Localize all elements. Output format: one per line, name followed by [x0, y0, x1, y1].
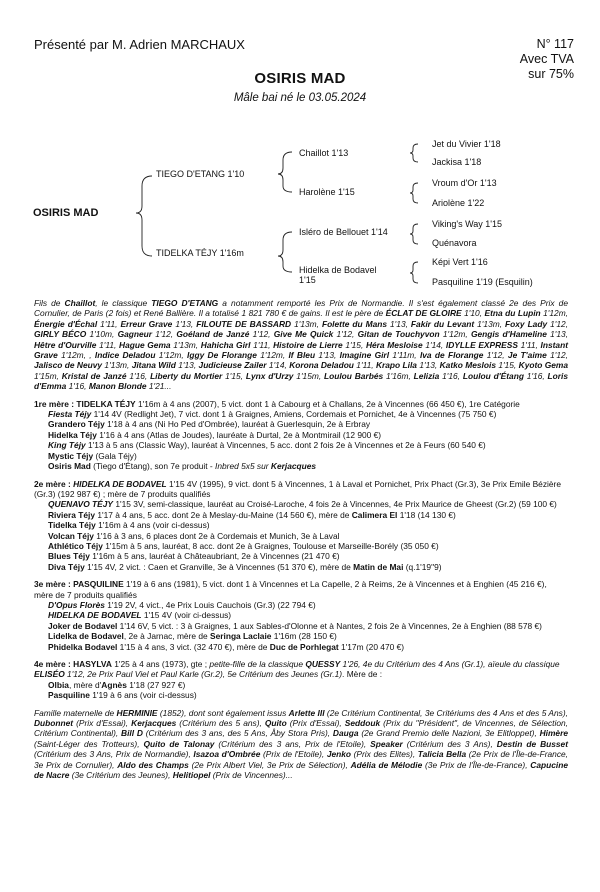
- text-run: 1'19 à 6 ans (1981), 5 vict. dont 1 à Vincennes et La Capelle, 2 à Reims, 2e à Vincennes et à Enghien (45 216 €), mère de 7 produits qualifiés: [34, 579, 547, 600]
- pedigree-ggp-4: Ariolène 1'22: [432, 198, 485, 208]
- bold-run: Aldo des Champs: [117, 759, 189, 770]
- bold-run: Indice Deladou: [94, 350, 156, 361]
- bold-run: Histoire de Lierre: [273, 339, 343, 350]
- text-run: 1'15,: [495, 360, 519, 371]
- bold-run: Speaker: [370, 738, 403, 749]
- bold-run: Folette du Mans: [321, 318, 388, 329]
- offspring-line: [34, 419, 568, 429]
- bold-run: Agnès: [101, 679, 127, 690]
- text-run: 1'11,: [517, 339, 541, 350]
- offspring-line: [34, 610, 568, 620]
- bold-run: Imagine Girl: [339, 350, 390, 361]
- bold-run: TIEGO D'ETANG: [151, 298, 219, 308]
- bold-run: Kerjacques: [131, 718, 177, 729]
- bold-run: Pasquiline: [48, 690, 90, 701]
- text-run: 1'15,: [222, 370, 246, 381]
- text-run: 1'17m (20 470 €): [338, 641, 405, 652]
- bold-run: Quito: [264, 718, 287, 729]
- text-run: (Prix des Elites),: [351, 749, 418, 760]
- bold-run: Dauga: [332, 728, 359, 739]
- bold-run: Seringa Laclaie: [210, 631, 272, 642]
- text-run: (Prix d'Essai),: [73, 718, 132, 729]
- bold-run: Osiris Mad: [48, 461, 91, 472]
- bold-run: Seddouk: [344, 718, 381, 729]
- mother-heading: [34, 479, 568, 500]
- text-run: (Prix de l'Etoile),: [260, 749, 327, 760]
- bold-run: Volcan Téjy: [48, 530, 94, 541]
- text-run: (Critérium des 3 Ans, Prix de Normandie),: [34, 749, 194, 760]
- bold-run: Matin de Mai: [353, 561, 404, 572]
- bold-run: HERMINIE: [116, 707, 158, 718]
- bold-run: Foxy Lady: [505, 318, 548, 329]
- bold-run: Liberty du Mortier: [150, 370, 223, 381]
- lot-number: N° 117: [536, 37, 574, 51]
- offspring-line: [34, 680, 568, 690]
- bold-run: Lidelka de Bodavel: [48, 631, 124, 642]
- text-run: , 2e à Jarnac, mère de: [123, 631, 210, 642]
- text-run: 1'21...: [146, 381, 172, 392]
- offspring-line: [34, 430, 568, 440]
- text-run: (Tiego d'Étang), son 7e produit -: [90, 461, 216, 472]
- text-run: Inbred 5x5 sur: [215, 461, 271, 472]
- pedigree-ggp-8: Pasquiline 1'19 (Esquilin): [432, 277, 533, 287]
- bold-run: Hahicha Girl: [200, 339, 251, 350]
- bold-run: 3e mère :: [34, 579, 74, 590]
- pedigree-ggp-3: Vroum d'Or 1'13: [432, 178, 497, 188]
- text-run: 1'12,: [249, 329, 274, 340]
- vat-note: Avec TVA: [519, 52, 574, 66]
- text-run: 1'15m,: [293, 370, 324, 381]
- text-run: 1'12m,: [256, 350, 289, 361]
- offspring-line: [34, 520, 568, 530]
- text-run: (Prix de Vincennes)...: [210, 770, 293, 781]
- horse-description: Mâle bai né le 03.05.2024: [233, 92, 367, 104]
- text-run: 1'16,: [126, 370, 151, 381]
- catalogue-body: [34, 298, 568, 780]
- bold-run: Riviera Téjy: [48, 509, 96, 520]
- offspring-line: [34, 631, 568, 641]
- bold-run: Tidelka Téjy: [48, 520, 96, 531]
- text-run: 1'18 (27 927 €): [126, 679, 186, 690]
- text-run: (Gala Téjy): [93, 450, 137, 461]
- bold-run: Blues Téjy: [48, 551, 90, 562]
- text-run: Famille maternelle de: [34, 707, 117, 718]
- text-run: 1'13m,: [102, 360, 132, 371]
- offspring-line: [34, 642, 568, 652]
- text-run: . Mère de :: [342, 669, 383, 680]
- text-run: (Critérium des 5 ans),: [176, 718, 265, 729]
- bold-run: Dubonnet: [34, 718, 74, 729]
- bold-run: QUENAVO TÉJY: [48, 499, 113, 510]
- bold-run: HASYLVA: [73, 659, 112, 669]
- text-run: 1'13,: [546, 329, 569, 340]
- text-run: 1'12,: [333, 329, 358, 340]
- text-run: 1'14 4V (Redlight Jet), 7 vict. dont 1 à Graignes, Amiens, Cordemais et Pornichet, 4e à Vincennes (75 750 €): [91, 409, 497, 420]
- text-run: 1'15 3V, semi-classique, lauréat au Croisé-Laroche, 4 fois 2e à Vincennes, 4e Prix Maurice de Gheest (Gr.2) (59 100 €): [113, 499, 557, 510]
- bold-run: Diva Téjy: [48, 561, 85, 572]
- text-run: (2e Prix de l'Île-de-France, 3e Prix de Cornulier),: [34, 749, 568, 770]
- text-run: 1'14,: [266, 360, 290, 371]
- text-run: 1'16m à 5 ans, lauréat à Châteaubriant, 2e à Vincennes (21 470 €): [89, 551, 340, 562]
- text-run: 1'13m,: [474, 318, 506, 329]
- text-run: 1'25 à 4 ans (1973), gte ;: [111, 659, 210, 669]
- bold-run: Kerjacques: [270, 461, 317, 472]
- text-run: (q.1'19"9): [403, 561, 442, 572]
- bold-run: Bill D: [121, 728, 143, 739]
- bold-run: Helitiopel: [172, 770, 211, 781]
- text-run: 1'12, 2e Prix Paul Viel et Paul Karle (Gr.2), 5e Critérium des Jeunes (Gr.1): [64, 669, 343, 680]
- text-run: 1'16,: [439, 370, 463, 381]
- bold-run: Gengis d'Hameline: [470, 329, 547, 340]
- bold-run: Kristal de Janzé: [61, 370, 127, 381]
- bold-run: Athlético Téjy: [48, 540, 103, 551]
- bold-run: Duc de Porhlegat: [269, 641, 339, 652]
- text-run: (Critérium des 3 ans, des 5 Ans, Åby Stora Pris),: [142, 728, 333, 739]
- bold-run: Judicieuse Zailer: [198, 360, 267, 371]
- text-run: 1'16m à 4 ans (voir ci-dessus): [95, 520, 210, 531]
- bold-run: Loulou d'Étang: [462, 370, 524, 381]
- mother-heading: [34, 579, 568, 600]
- text-run: 1'15 4V (1995), 9 vict. dont 5 à Vincennes, 1 à Laval et Pornichet, Prix Phact (Gr.3), 3e Prix Emile Bézière (Gr.3) (192 987 €) ; mère de 7 produits qualifiés: [34, 478, 561, 499]
- bold-run: GIRLY BÉCO: [34, 329, 87, 340]
- bold-run: Quito de Talonay: [143, 738, 215, 749]
- text-run: (2e Grand Premio delle Nazioni, 3e Elitloppet),: [358, 728, 540, 739]
- text-run: 1'12m,: [155, 350, 188, 361]
- text-run: (2e Critérium Continental, 3e Critériums des 4 Ans et des 5 Ans),: [324, 707, 568, 718]
- text-run: 1'16m (28 150 €): [271, 631, 337, 642]
- pedigree-dam-dam: [299, 265, 377, 285]
- text-run: 1'15,: [342, 339, 366, 350]
- offspring-line: [34, 451, 568, 461]
- bold-run: Himère: [539, 728, 568, 739]
- text-run: 1'12m, ,: [57, 350, 95, 361]
- bold-run: Phidelka Bodavel: [48, 641, 118, 652]
- text-run: 1'13,: [315, 350, 340, 361]
- text-run: 1'11m,: [389, 350, 420, 361]
- text-run: 1'15 4V (voir ci-dessus): [141, 610, 232, 621]
- bold-run: Chaillot: [64, 298, 96, 308]
- pedigree-ggp-6: Quénavora: [432, 238, 477, 248]
- bold-run: Instant Grave: [34, 339, 568, 361]
- bold-run: Fakir du Levant: [410, 318, 475, 329]
- reserve-note: sur 75%: [528, 67, 574, 81]
- text-run: , mère d': [68, 679, 102, 690]
- offspring-line: [34, 510, 568, 520]
- text-run: (3e Prix de l'Île-de-France),: [422, 759, 531, 770]
- bold-run: Fiesta Téjy: [48, 409, 92, 420]
- text-run: 1'11,: [250, 339, 274, 350]
- mother-3: [34, 579, 568, 652]
- bold-run: Olbia: [48, 679, 69, 690]
- text-run: 1'13,: [387, 318, 411, 329]
- text-run: 1'11,: [96, 339, 120, 350]
- bold-run: Krapo Lila: [375, 360, 417, 371]
- bold-run: Erreur Grave: [120, 318, 173, 329]
- sire-note: [34, 298, 568, 392]
- offspring-line: [34, 461, 568, 471]
- bold-run: Hêtre d'Ourville: [34, 339, 97, 350]
- bold-run: HIDELKA DE BODAVEL: [73, 478, 167, 489]
- bold-run: Gagneur: [117, 329, 153, 340]
- text-run: 1'15 à 4 ans, 3 vict. (32 470 €), mère de: [117, 641, 270, 652]
- pedigree-dam: TIDELKA TÉJY 1'16m: [156, 248, 244, 258]
- text-run: a notamment remporté les Prix de Normandie. Il s'est également classé 2e des Prix de Cornulier, de Paris (2 fois) et René Ballière. Il a totalisé 1 821 780 € de gains. Il est le père de: [34, 298, 568, 319]
- pedigree-sire-sire: Chaillot 1'13: [299, 148, 349, 158]
- bold-run: Je T'aime: [507, 350, 547, 361]
- maternal-line: [34, 399, 568, 701]
- bold-run: IDYLLE EXPRESS: [445, 339, 518, 350]
- text-run: 1'12,: [547, 318, 569, 329]
- text-run: (2e Prix Albert Viel, 3e Prix de Sélection),: [188, 759, 351, 770]
- pedigree-dam-sire: Isléro de Bellouet 1'14: [299, 227, 388, 237]
- pedigree-ggp-2: Jackisa 1'18: [432, 157, 482, 167]
- bold-run: 1re mère :: [34, 398, 77, 409]
- text-run: 1'10m,: [86, 329, 118, 340]
- text-run: 1'17 à 4 ans, 5 acc. dont 2e à Meslay-du-Maine (14 560 €), mère de: [95, 509, 352, 520]
- bold-run: Énergie d'Échal: [34, 318, 98, 329]
- pedigree-subject: OSIRIS MAD: [33, 207, 99, 219]
- offspring-line: [34, 440, 568, 450]
- text-run: (3e Critérium des Jeunes),: [69, 770, 173, 781]
- text-run: 1'18 à 4 ans (Ni Ho Ped d'Ombrée), lauréat à Guerlesquin, 2e à Erbray: [104, 419, 371, 430]
- bold-run: Joker de Bodavel: [48, 620, 118, 631]
- text-run: , le classique: [95, 298, 152, 308]
- text-run: 1'13m,: [170, 339, 201, 350]
- bold-run: Grandero Téjy: [48, 419, 105, 430]
- mother-heading: [34, 399, 568, 409]
- bold-run: QUESSY: [305, 659, 341, 669]
- text-run: 1'12m,: [540, 308, 569, 319]
- text-run: 1'16 à 4 ans (Atlas de Joudes), lauréate à Durtal, 2e à Montmirail (12 900 €): [96, 429, 382, 440]
- bold-run: ÉCLAT DE GLOIRE: [385, 308, 462, 319]
- text-run: 1'12,: [152, 329, 177, 340]
- text-run: (Critérium des 3 Ans),: [402, 738, 497, 749]
- mother-1: [34, 399, 568, 472]
- bold-run: Loris d'Emma: [34, 370, 568, 392]
- text-run: 1'15m,: [34, 370, 62, 381]
- text-run: 1'12m,: [439, 329, 471, 340]
- text-run: 1'11,: [353, 360, 376, 371]
- offspring-line: [34, 541, 568, 551]
- bold-run: Gitan de Touchyvon: [357, 329, 440, 340]
- bold-run: Jenko: [326, 749, 352, 760]
- bold-run: Capucine de Nacre: [34, 759, 568, 781]
- bold-run: Loulou Barbés: [324, 370, 384, 381]
- text-run: (Critérium des 3 ans, Prix de l'Etoile),: [214, 738, 371, 749]
- presenter-line: Présenté par M. Adrien MARCHAUX: [34, 37, 245, 52]
- text-run: 1'13 à 5 ans (Classic Way), lauréat à Vincennes, 5 acc. dont 2 fois 2e à Vincennes et 2e à Feurs (60 540 €): [85, 440, 486, 451]
- text-run: 1'16,: [66, 381, 89, 392]
- bold-run: Goéland de Janzé: [176, 329, 250, 340]
- pedigree-sire-dam: Harolène 1'15: [299, 187, 355, 197]
- text-run: (Prix d'Essai),: [286, 718, 345, 729]
- text-run: (1852), dont sont également issus: [157, 707, 289, 718]
- bold-run: Calimera El: [351, 509, 398, 520]
- pedigree-ggp-5: Viking's Way 1'15: [432, 219, 502, 229]
- text-run: 1'10,: [461, 308, 485, 319]
- offspring-line: [34, 551, 568, 561]
- bold-run: Etna du Lupin: [484, 308, 541, 319]
- family-note: [34, 708, 568, 781]
- bold-run: FILOUTE DE BASSARD: [196, 318, 292, 329]
- mother-2: [34, 479, 568, 573]
- pedigree-sire: TIEGO D'ETANG 1'10: [156, 169, 245, 179]
- text-run: 1'26, 4e du Critérium des 4 Ans (Gr.1), aïeule du classique: [340, 659, 560, 669]
- bold-run: If Bleu: [288, 350, 316, 361]
- bold-run: ELISÉO: [34, 669, 65, 680]
- bold-run: Isazoa d'Ombrée: [193, 749, 261, 760]
- bold-run: Héra Mesloise: [365, 339, 423, 350]
- bold-run: King Téjy: [48, 440, 86, 451]
- text-run: (Saint-Léger des Trotteurs),: [34, 738, 144, 749]
- bold-run: Lelizia: [413, 370, 440, 381]
- text-run: 1'18 (14 130 €): [397, 509, 456, 520]
- offspring-line: [34, 531, 568, 541]
- text-run: (Prix du "Président", de Vincennes, de Sélection, Critérium Continental),: [34, 718, 569, 739]
- bold-run: HIDELKA DE BODAVEL: [48, 610, 142, 621]
- offspring-line: [34, 409, 568, 419]
- bold-run: Give Me Quick: [273, 329, 334, 340]
- bold-run: Hague Gema: [119, 339, 171, 350]
- bold-run: Iggy De Florange: [187, 350, 257, 361]
- bold-run: Katko Meslois: [439, 360, 496, 371]
- bold-run: Iva de Florange: [419, 350, 484, 361]
- text-run: 1'11,: [97, 318, 121, 329]
- text-run: 1'16 à 3 ans, 6 places dont 2e à Cordemais et Munich, 3e à Laval: [93, 530, 340, 541]
- pedigree-dam-dam-record: 1'15: [299, 275, 316, 285]
- bold-run: 4e mère :: [34, 659, 74, 669]
- pedigree-ggp-7: Képi Vert 1'16: [432, 257, 488, 267]
- mother-heading: [34, 659, 568, 680]
- bold-run: Arlette III: [288, 707, 325, 718]
- bold-run: Lynx d'Urzy: [245, 370, 294, 381]
- text-run: 1'16,: [523, 370, 548, 381]
- bold-run: Adélia de Mélodie: [350, 759, 423, 770]
- bold-run: Kyoto Gema: [518, 360, 569, 371]
- bold-run: PASQUILINE: [73, 579, 124, 590]
- bold-run: D'Opus Florès: [48, 599, 105, 610]
- offspring-line: [34, 499, 568, 509]
- text-run: 1'16m à 4 ans (2007), 5 vict. dont 1 à Cabourg et à Challans, 2e à Vincennes (66 450 €), 1re Catégorie: [135, 398, 520, 409]
- text-run: Fils de: [34, 298, 65, 308]
- bold-run: Destin de Busset: [496, 738, 568, 749]
- text-run: 1'12,: [546, 350, 568, 361]
- mother-4: [34, 659, 568, 701]
- bold-run: 2e mère :: [34, 478, 74, 489]
- text-run: 1'15m à 5 ans, lauréat, 8 acc. dont 2e à Graignes, Toulouse et Marseille-Borély (35 050 €): [102, 540, 439, 551]
- bold-run: Korona Deladou: [289, 360, 354, 371]
- text-run: 1'19 2V, 4 vict., 4e Prix Louis Cauchois (Gr.3) (22 794 €): [104, 599, 316, 610]
- text-run: 1'19 à 6 ans (voir ci-dessus): [89, 690, 197, 701]
- text-run: 1'13m,: [291, 318, 322, 329]
- text-run: petite-fille de la classique: [209, 659, 306, 669]
- text-run: 1'14,: [422, 339, 446, 350]
- horse-name: OSIRIS MAD: [254, 70, 346, 87]
- bold-run: Talicia Bella: [417, 749, 467, 760]
- bold-run: Jitana Wild: [131, 360, 176, 371]
- text-run: 1'12,: [483, 350, 508, 361]
- bold-run: Manon Blonde: [88, 381, 147, 392]
- offspring-line: [34, 690, 568, 700]
- bold-run: Jalisco de Neuvy: [34, 360, 103, 371]
- pedigree-ggp-1: Jet du Vivier 1'18: [432, 139, 501, 149]
- bold-run: Mystic Téjy: [48, 450, 94, 461]
- bold-run: Hidelka Téjy: [48, 429, 97, 440]
- pedigree-dam-dam-name: Hidelka de Bodavel: [299, 265, 377, 275]
- text-run: 1'16m,: [383, 370, 414, 381]
- offspring-line: [34, 621, 568, 631]
- text-run: 1'15 4V, 2 vict. : Caen et Granville, 3e à Vincennes (51 370 €), mère de: [84, 561, 354, 572]
- text-run: 1'13,: [175, 360, 199, 371]
- offspring-line: [34, 562, 568, 572]
- offspring-line: [34, 600, 568, 610]
- bold-run: TIDELKA TÉJY: [76, 398, 136, 409]
- text-run: 1'14 6V, 5 vict. : 3 à Graignes, 1 aux Sables-d'Olonne et à Nantes, 2 fois 2e à Vincennes, 2e à Enghien (88 578 €): [117, 620, 542, 631]
- text-run: 1'13,: [416, 360, 440, 371]
- text-run: 1'13,: [172, 318, 197, 329]
